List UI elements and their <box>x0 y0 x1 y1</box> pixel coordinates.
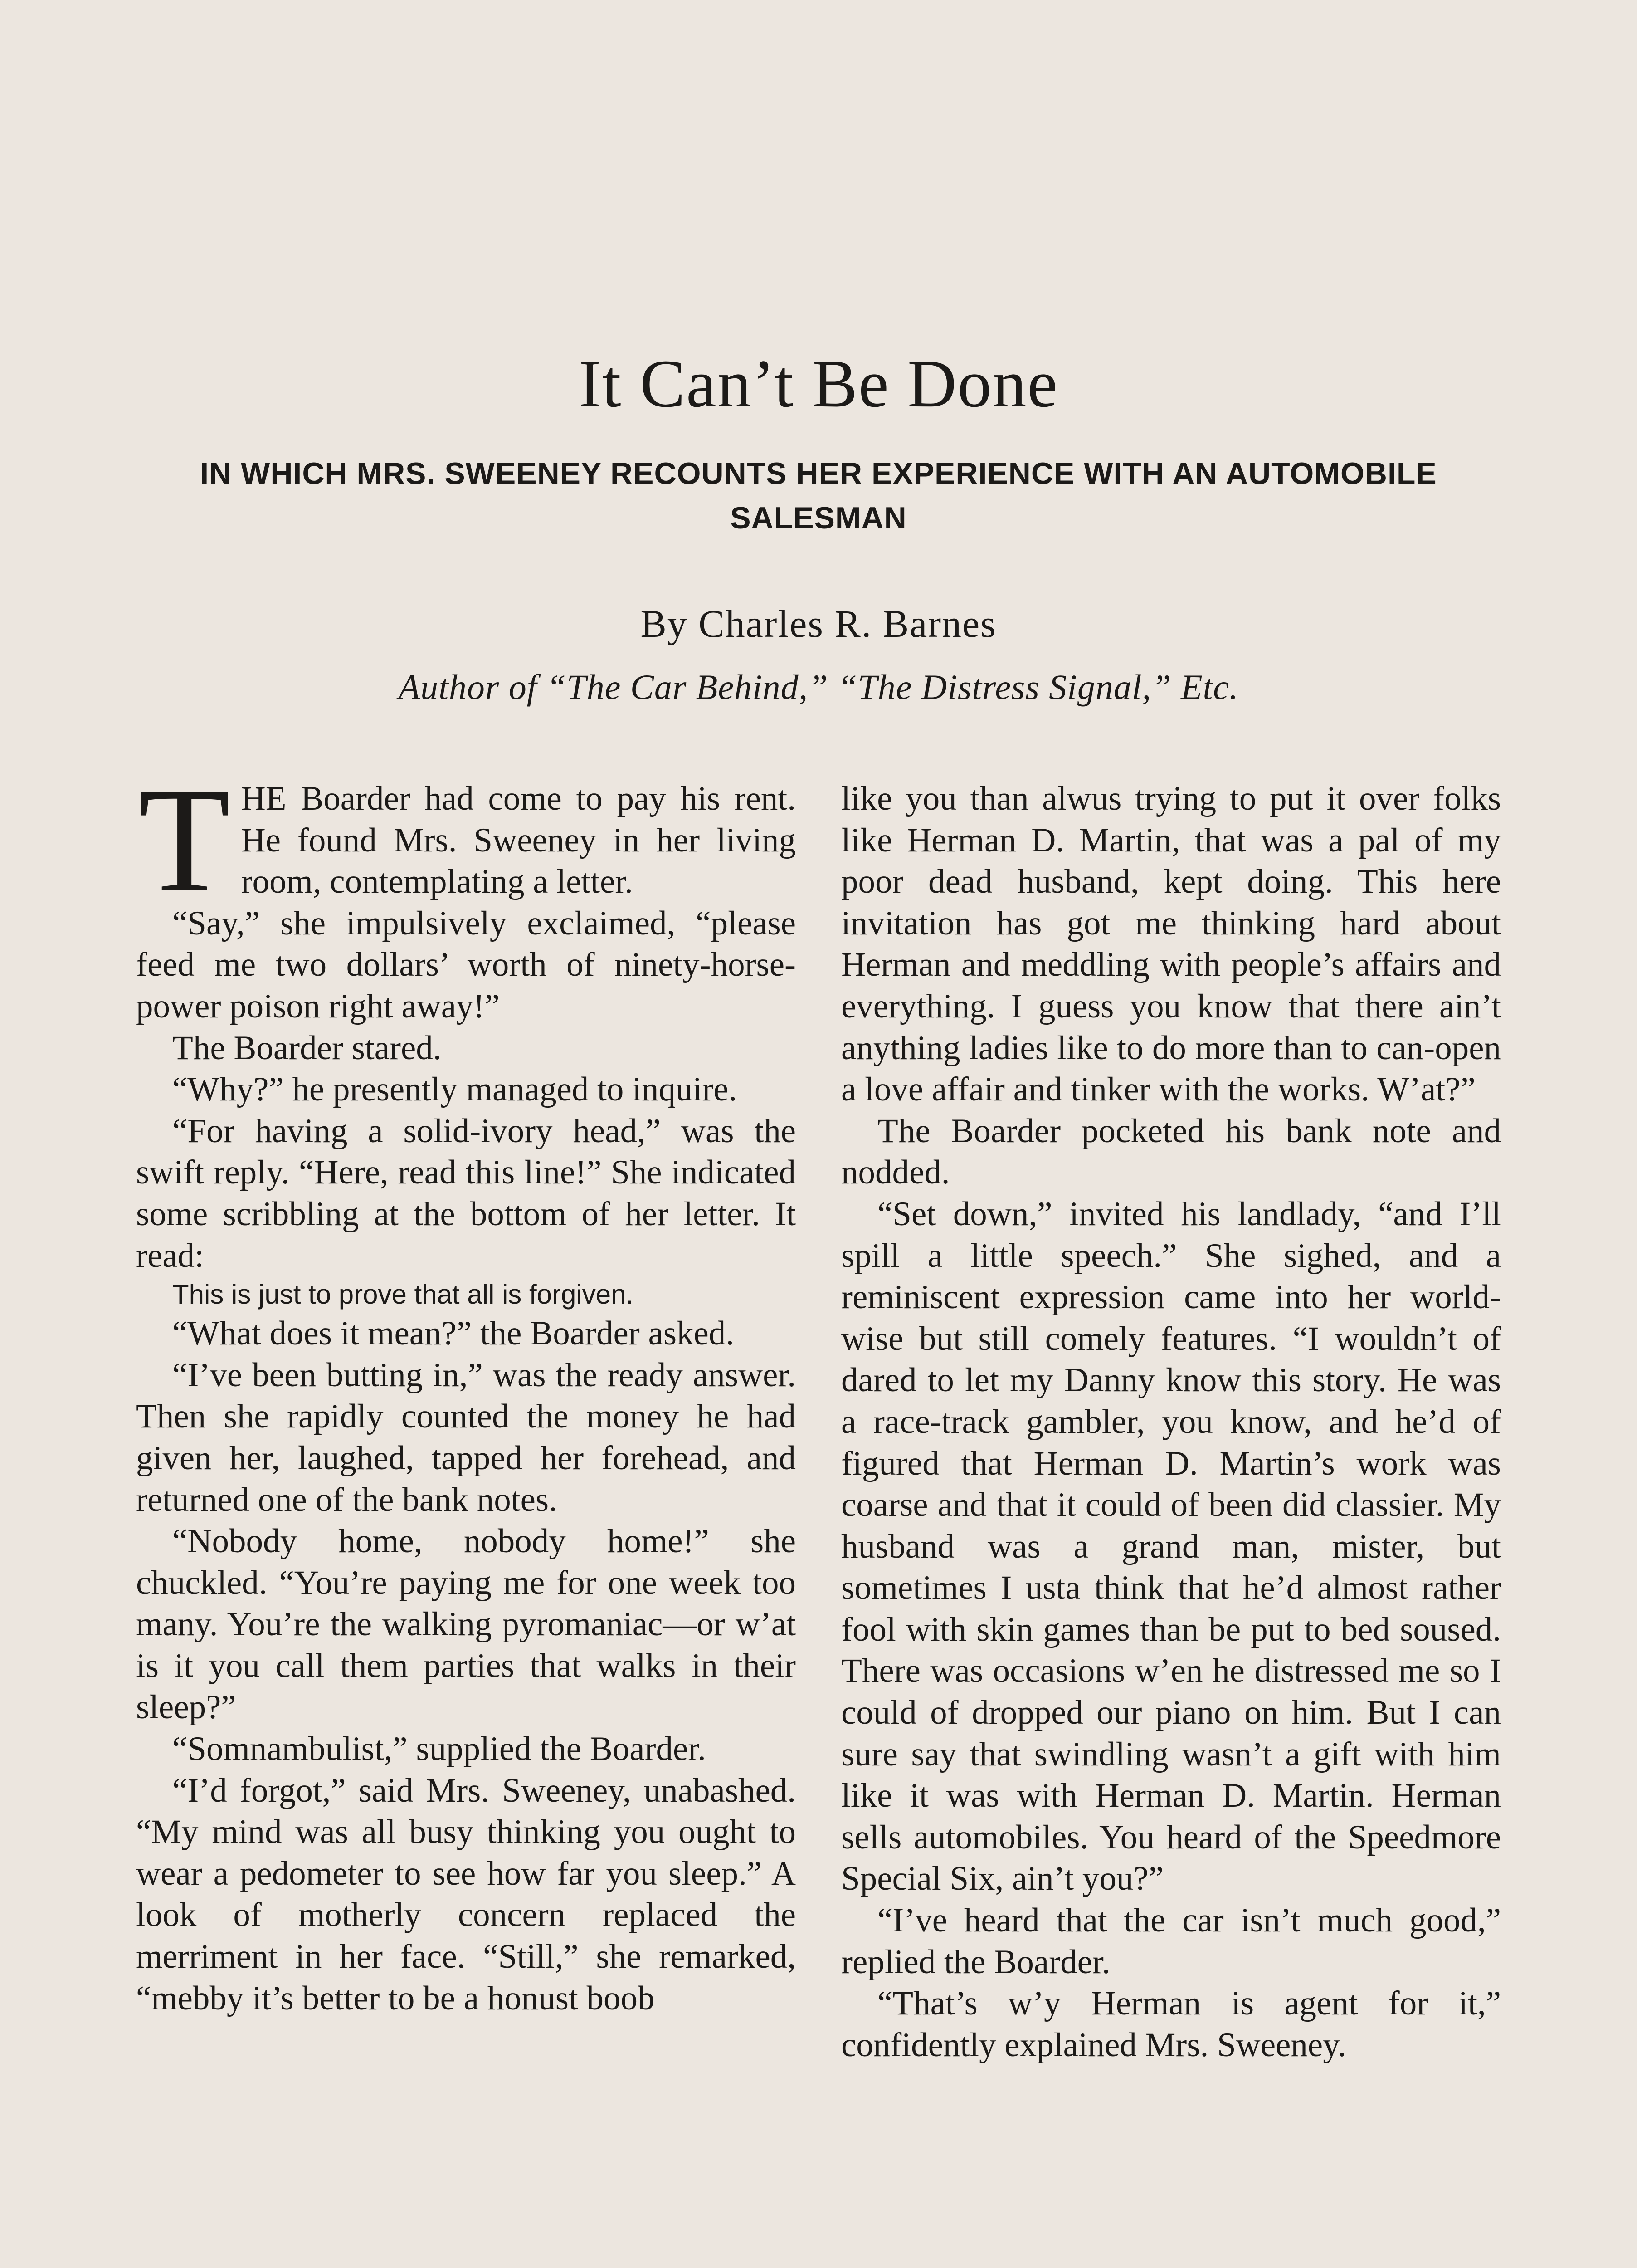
drop-cap: T <box>139 758 230 923</box>
paragraph: like you than alwus trying to put it over folks like Herman D. Martin, that was a pal of my poor dead husband, kept doing. This here invitation has got me thinking hard about Herman and meddling with people’s affairs and everything. I guess you know that there ain’t anything ladies like to do more than to can-open a love affair and tinker with the works. W’at?” <box>841 780 1501 1109</box>
paragraph: “For having a solid-ivory head,” was the swift reply. “Here, read this line!” She indicated some scribbling at the bottom of her letter. It read: <box>136 1112 796 1275</box>
story-subtitle: IN WHICH MRS. SWEENEY RECOUNTS HER EXPERIENCE WITH AN AUTOMOBILE SALESMAN <box>200 456 1437 535</box>
paragraph: “That’s w’y Herman is agent for it,” confidently explained Mrs. Sweeney. <box>841 1984 1501 2064</box>
author-credits: Author of “The Car Behind,” “The Distress Signal,” Etc. <box>398 667 1239 707</box>
left-column <box>136 758 796 2019</box>
paragraph: “Set down,” invited his landlady, “and I’ll spill a little speech.” She sighed, and a reminiscent expression came into her world-wise but still comely features. “I wouldn’t of dared to let my Danny know this story. He was a race-track gambler, you know, and he’d of figured that Herman D. Martin’s work was coarse and that it could of been did classier. My husband was a grand man, mister, but sometimes I usta think that he’d almost rather fool with skin games than be put to bed soused. There was occasions w’en he distressed me so I could of dropped our piano on him. But I can sure say that swindling wasn’t a gift with him like it was with Herman D. Martin. Herman sells automobiles. You heard of the Speedmore Special Six, ain’t you?” <box>841 1195 1501 1898</box>
opening-text: HE Boarder had come to pay his rent. He found Mrs. Sweeney in her living room, contemplating a letter. <box>241 780 796 901</box>
paragraph: “I’ve been butting in,” was the ready answer. Then she rapidly counted the money he had given her, laughed, tapped her forehead, and returned one of the bank notes. <box>136 1356 796 1519</box>
paragraph: “Why?” he presently managed to inquire. <box>172 1070 737 1109</box>
paragraph: “Nobody home, nobody home!” she chuckled. “You’re paying me for one week too many. You’re the walking pyromaniac—or w’at is it you call them parties that walks in their sleep?” <box>136 1522 796 1726</box>
paragraph: “Say,” she impulsively exclaimed, “please feed me two dollars’ worth of ninety-horse-power poison right away!” <box>136 904 796 1025</box>
right-column <box>841 778 1501 2066</box>
paragraph: “I’ve heard that the car isn’t much good,” replied the Boarder. <box>841 1901 1501 1981</box>
opening-paragraph <box>136 758 796 923</box>
byline: By Charles R. Barnes <box>640 602 997 645</box>
paragraph: “Somnambulist,” supplied the Boarder. <box>172 1730 706 1768</box>
story-title: It Can’t Be Done <box>578 346 1059 421</box>
paragraph: The Boarder pocketed his bank note and nodded. <box>841 1112 1501 1192</box>
paragraph: The Boarder stared. <box>172 1029 442 1067</box>
letter-quote: This is just to prove that all is forgiven. <box>172 1279 634 1310</box>
paragraph: “What does it mean?” the Boarder asked. <box>172 1315 735 1353</box>
paragraph: “I’d forgot,” said Mrs. Sweeney, unabashed. “My mind was all busy thinking you ought to wear a pedometer to see how far you sleep.” A look of motherly concern replaced the merriment in her face. “Still,” she remarked, “mebby it’s better to be a honust boob <box>136 1771 796 2017</box>
